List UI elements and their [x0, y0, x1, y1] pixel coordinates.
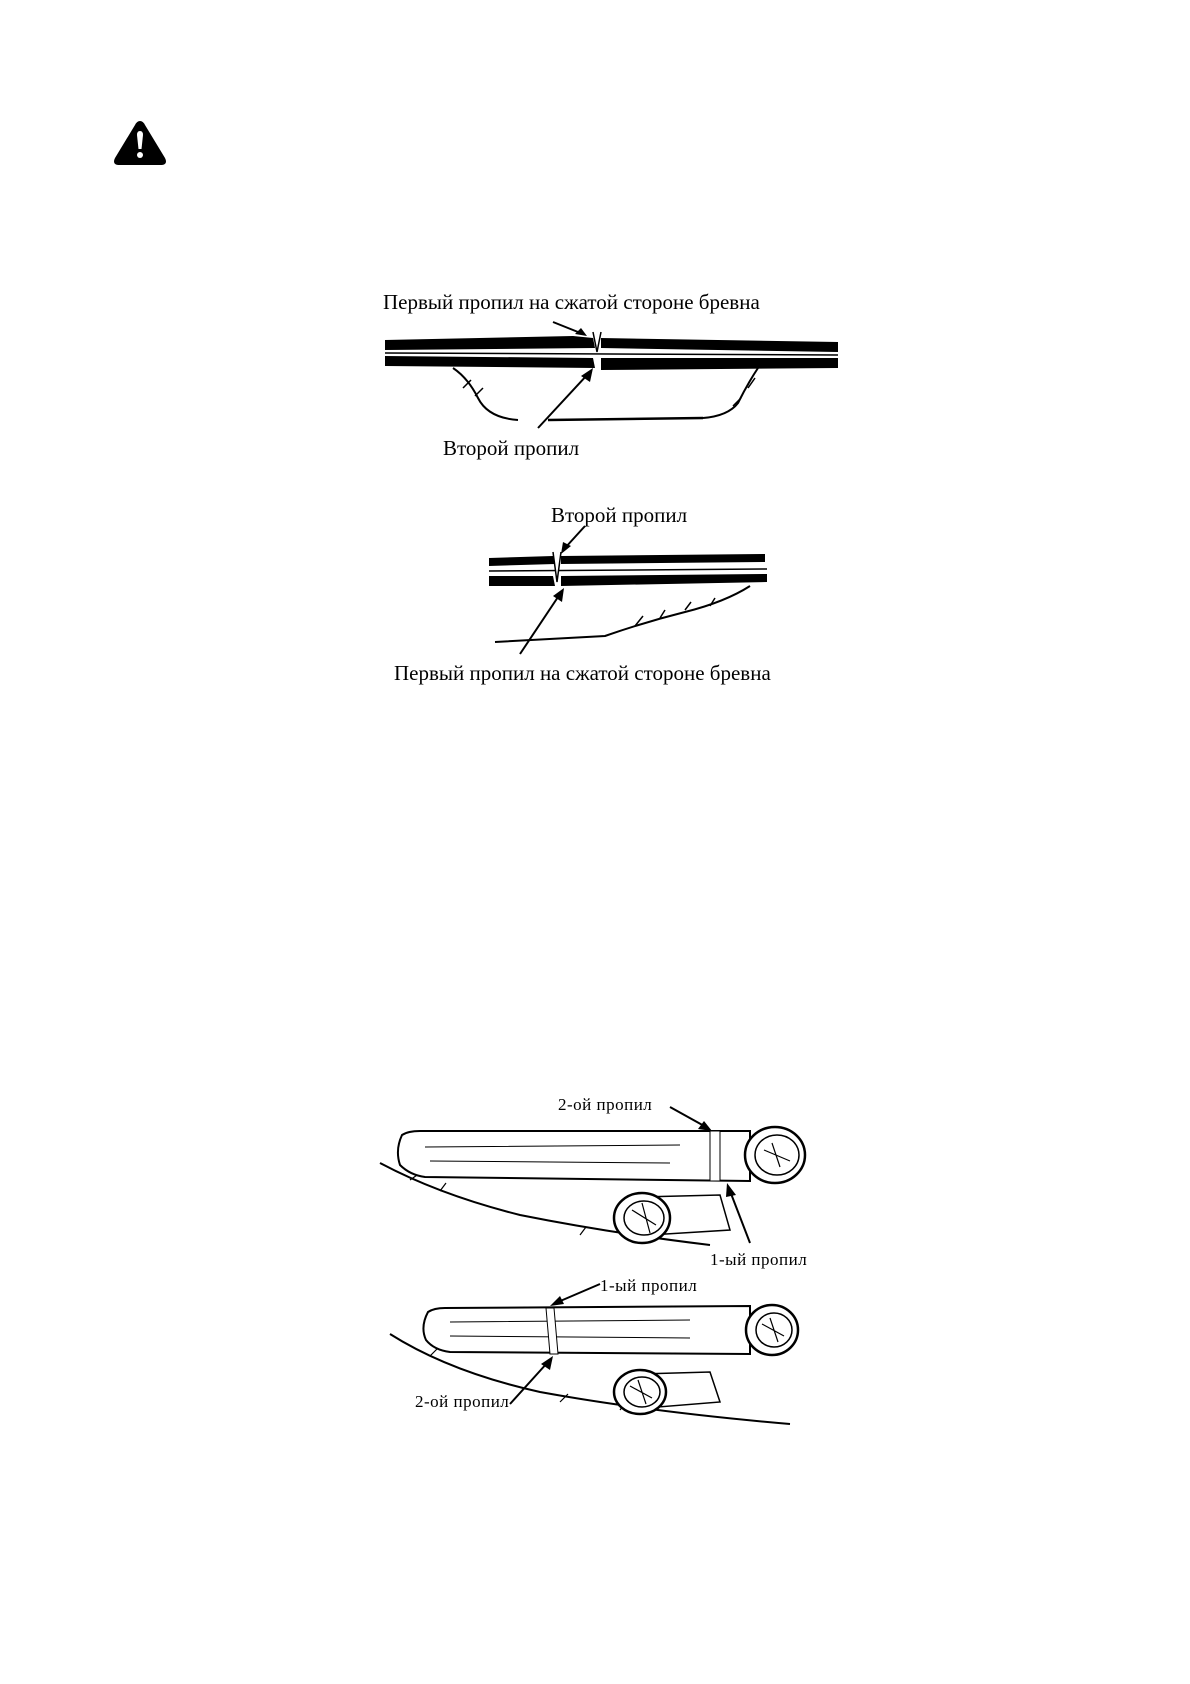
figure-1-label-second-cut: Второй пропил	[443, 436, 580, 460]
figure-2-drawing	[485, 532, 775, 652]
figure-1-label-first-cut: Первый пропил на сжатой стороне бревна	[383, 290, 760, 314]
figure-2-label-second-cut: Второй пропил	[551, 503, 688, 527]
figure-3-label-first-cut: 1-ый пропил	[710, 1250, 808, 1269]
figure-3-label-second-cut: 2-ой пропил	[558, 1095, 653, 1114]
figure-2-label-first-cut: Первый пропил на сжатой стороне бревна	[394, 661, 771, 685]
figure-4-label-first-cut: 1-ый пропил	[600, 1276, 698, 1295]
figure-4-label-second-cut: 2-ой пропил	[415, 1392, 510, 1411]
figure-3-drawing	[380, 1095, 830, 1265]
warning-triangle-icon	[110, 118, 170, 168]
figure-1-drawing	[383, 318, 843, 448]
